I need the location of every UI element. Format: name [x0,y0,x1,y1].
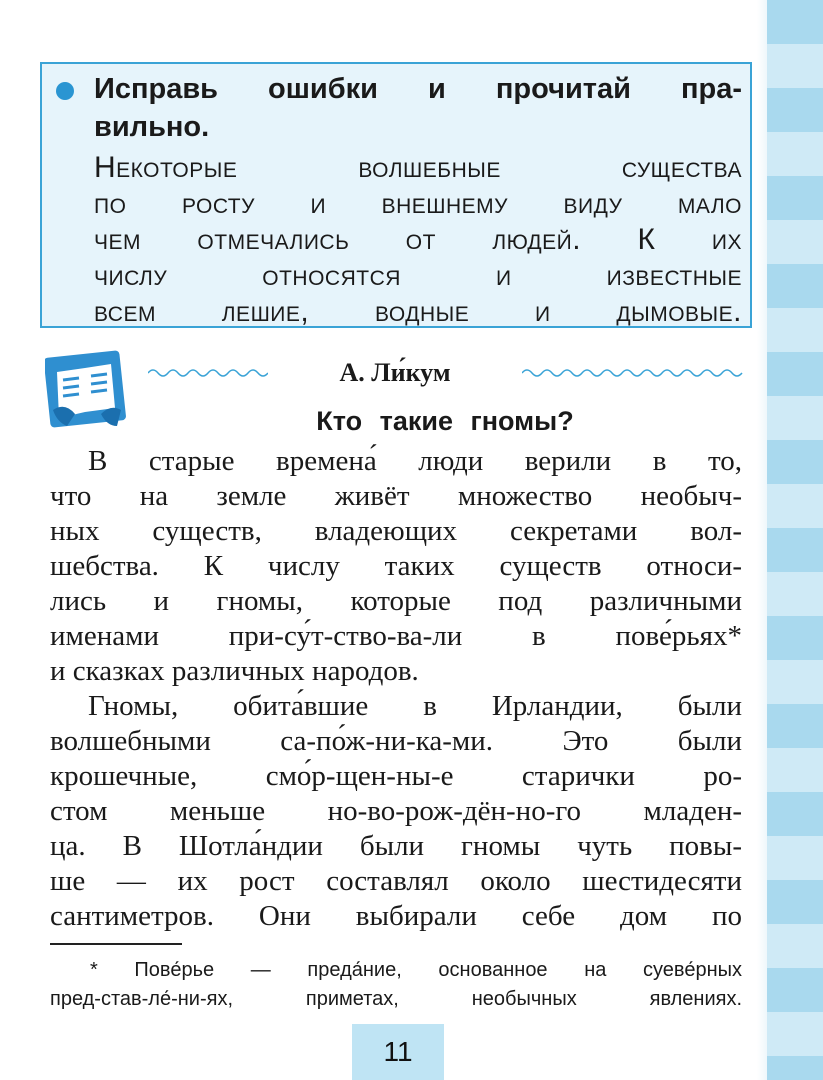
story-line: стом меньше но-во-рож-дён-но-го младен- [50,795,742,827]
task-title-line: вильно. [94,111,210,143]
author-name: А. Ли́кум [339,358,451,387]
task-text-line: всем лешие, водные и дымовые. [94,295,742,328]
task-text-line: Некоторые волшебные существа [94,151,742,184]
story-line: крошечные, смо́р-щен-ны-е старички ро- [50,760,742,792]
story-line: именами при-су́т-ство-ва-ли в пове́рьях* [50,620,742,652]
task-title-line: Исправь ошибки и прочитай пра- [94,73,742,105]
reading-book-icon [45,350,127,430]
task-text [94,150,742,330]
task-box [40,62,752,328]
task-text-line: числу относятся и известные [94,259,742,292]
page-number: 11 [383,1036,413,1067]
story-line: ных существ, владеющих секретами вол- [50,515,742,547]
task-title [94,70,742,146]
story-line: лись и гномы, которые под различными [50,585,742,617]
task-text-line: чем отмечались от людей. К их [94,223,742,256]
story-line: и сказках различных народов. [50,655,419,687]
task-text-line: по росту и внешнему виду мало [94,187,742,220]
story-text [50,444,742,934]
decorative-stripe-shadow [757,0,767,1080]
page-number-box [352,1024,444,1080]
footnote-line: * Пове́рье — преда́ние, основанное на суеве́рных [90,959,742,981]
decorative-stripe [767,0,823,1080]
bullet-icon [56,82,74,100]
story-line: Гномы, обита́вшие в Ирландии, были [88,690,742,722]
story-line: шебства. К числу таких существ относи- [50,550,742,582]
story-line: В старые времена́ люди верили в то, [88,445,742,477]
footnote-rule [50,943,182,945]
footnote [50,956,742,1014]
story-line: волшебными са-по́ж-ни-ка-ми. Это были [50,725,742,757]
story-line: ше — их рост составлял около шестидесяти [50,865,742,897]
story-line: что на земле живёт множество необыч- [50,480,742,512]
story-title: Кто такие гномы? [316,406,574,436]
footnote-line: пред-став-ле́-ни-ях, приметах, необычных явлениях. [50,988,742,1010]
wave-ornament-right [522,366,744,380]
wave-ornament-left [148,366,268,380]
story-line: сантиметров. Они выбирали себе дом по [50,900,742,932]
story-line: ца. В Шотла́ндии были гномы чуть повы- [50,830,742,862]
